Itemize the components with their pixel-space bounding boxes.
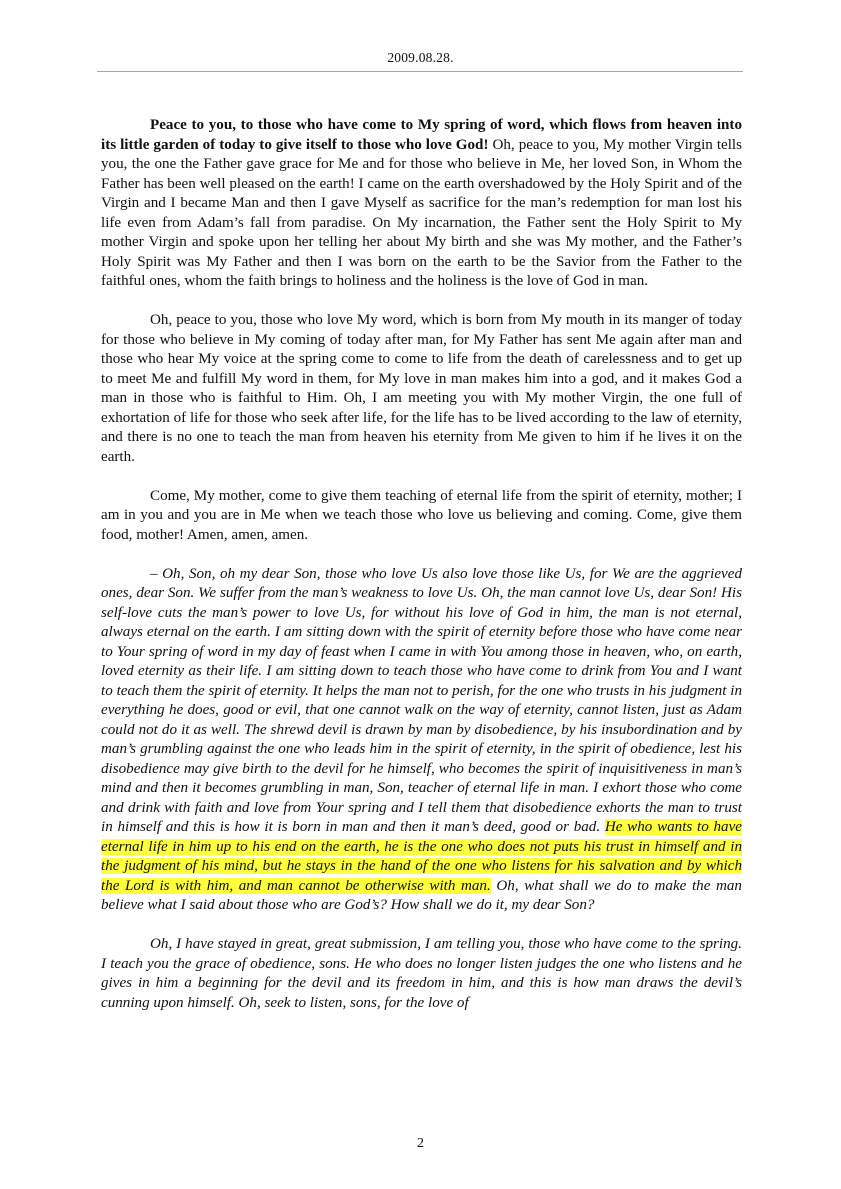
paragraph-1 [101,116,742,292]
paragraph-4-text-after: Oh, what shall we do to make the man believe what I said about those who are God’s? How shall we do it, my dear Son? [101,877,742,913]
paragraph-4-highlighted-text: He who wants to have eternal life in him up to his end on the earth, he is the one who does not puts his trust in himself and in the judgment of his mind, but he stays in the hand of the one who listens for his salvation and by which the Lord is with him, and man cannot be otherwise with man. [101,819,742,894]
paragraph-3: Come, My mother, come to give them teaching of eternal life from the spirit of eternity, mother; I am in you and you are in Me when we teach those who love us believing and coming. Come, give them food, mother! Amen, amen, amen. [101,487,742,543]
paragraph-1-bold-intro: Peace to you, to those who have come to My spring of word, which flows from heaven into its little garden of today to give itself to those who love God! [101,117,742,153]
paragraph-4 [101,565,742,916]
paragraph-5: Oh, I have stayed in great, great submission, I am telling you, those who have come to the spring. I teach you the grace of obedience, sons. He who does no longer listen judges the one who listens and he gives in him a beginning for the devil and its freedom in him, and this is how man draws the devil’s cunning upon himself. Oh, seek to listen, sons, for the love of [101,936,742,1011]
paragraph-2: Oh, peace to you, those who love My word, which is born from My mouth in its manger of today for those who believe in My coming of today after man, for My Father has sent Me again after man and those who hear My voice at the spring come to come to life from the death of carelessness and to get up to meet Me and fulfill My word in them, for My love in man makes him into a god, and it makes God a man in those who is faithful to Him. Oh, I am meeting you with My mother Virgin, the one full of exhortation of life for those who seek after life, for the life has to be lived according to the law of eternity, and there is no one to teach the man from heaven his eternity from Me given to him if he lives it on the earth. [101,312,742,465]
paragraph-1-text: Oh, peace to you, My mother Virgin tells you, the one the Father gave grace for Me and for those who believe in Me, her loved Son, in Whom the Father has been well pleased on the earth! I came on the earth overshadowed by the Holy Spirit and of the Virgin and I became Man and then I gave Myself as sacrifice for the man’s redemption for man lost his life even from Adam’s fall from paradise. On My incarnation, the Father sent the Holy Spirit to My mother Virgin and spoke upon her telling her about My birth and she was My mother, and the Father’s Holy Spirit was My Father and then I was born on the earth to be the Savior from the Father to the faithful ones, whom the faith brings to holiness and the holiness is the love of God in man. [101,136,742,289]
header-divider [97,71,743,72]
page-number: 2 [417,1136,424,1151]
page-header-date: 2009.08.28. [387,50,454,65]
paragraph-4-text-before: – Oh, Son, oh my dear Son, those who love Us also love those like Us, for We are the aggrieved ones, dear Son. We suffer from the man’s weakness to love Us. Oh, the man cannot love Us, dear Son! His self-love cuts the man’s power to love Us, for without his love of God in him, the man is not eternal, always eternal on the earth. I am sitting down with the spirit of eternity before those who have come near to Your spring of word in my day of feast when I came in with You among those in heaven, who, on earth, loved eternity as their life. I am sitting down to teach those who have come to drink from You and I want to teach them the spirit of eternity. It helps the man not to perish, for the one who trusts in his judgment in everything he does, good or evil, that one cannot walk on the way of eternity, cannot listen, just as Adam could not do it as well. The shrewd devil is drawn by man by disobedience, by his insubordination and by man’s grumbling against the one who leads him in the spirit of eternity, in the spirit of obedience, lest his disobedience may give birth to the devil for he himself, who becomes the spirit of inquisitiveness in man’s mind and then it becomes grumbling in man, Son, teacher of eternal life in man. I exhort those who come and drink with faith and love from Your spring and I tell them that disobedience exhorts the man to trust in himself and this is how it is born in man and then it man’s deed, good or bad. [101,565,742,835]
document-body [101,116,742,1033]
